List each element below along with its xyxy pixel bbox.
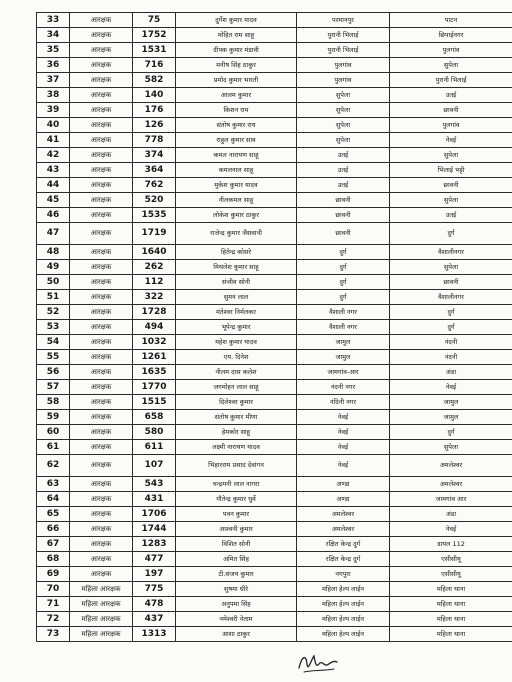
rank-cell: आरक्षक: [70, 380, 133, 395]
employee-name-cell: मंतेश्वर निर्मलकर: [176, 305, 297, 320]
new-posting-cell: पुलगांव: [390, 118, 512, 133]
table-row: [37, 552, 512, 567]
table-row: [37, 320, 512, 335]
new-posting-cell: नेवई: [390, 380, 512, 395]
serial-number-cell: 60: [37, 425, 70, 440]
current-posting-cell: परमानपुर: [297, 13, 390, 28]
current-posting-cell: पुलगांव: [297, 58, 390, 73]
current-posting-cell: महिला हेल्प लाईन: [297, 597, 390, 612]
table-row: [37, 380, 512, 395]
serial-number-cell: 38: [37, 88, 70, 103]
employee-name-cell: हितेन्द्र कोसरे: [176, 245, 297, 260]
employee-name-cell: दीपक कुमार मंडावी: [176, 43, 297, 58]
new-posting-cell: पाटन: [390, 13, 512, 28]
current-posting-cell: जामुल: [297, 335, 390, 350]
rank-cell: आरक्षक: [70, 43, 133, 58]
current-posting-cell: वैशाली नगर: [297, 305, 390, 320]
employee-name-cell: मनीष सिंह ठाकुर: [176, 58, 297, 73]
employee-name-cell: भिहारराम प्रसाद देवांगन: [176, 455, 297, 477]
new-posting-cell: वैशालीनगर: [390, 245, 512, 260]
serial-number-cell: 50: [37, 275, 70, 290]
employee-name-cell: दिलेश्वर कुमार: [176, 395, 297, 410]
employee-name-cell: राहुल कुमार साव: [176, 133, 297, 148]
new-posting-cell: डायल 112: [390, 537, 512, 552]
table-row: [37, 440, 512, 455]
badge-number-cell: 140: [133, 88, 176, 103]
current-posting-cell: सुपेला: [297, 133, 390, 148]
rank-cell: महिला आरक्षक: [70, 597, 133, 612]
current-posting-cell: छावनी: [297, 208, 390, 223]
rank-cell: आरक्षक: [70, 133, 133, 148]
new-posting-cell: सुपेला: [390, 193, 512, 208]
table-row: [37, 305, 512, 320]
rank-cell: आरक्षक: [70, 522, 133, 537]
current-posting-cell: दुर्ग: [297, 275, 390, 290]
new-posting-cell: एसीसीयू: [390, 567, 512, 582]
rank-cell: आरक्षक: [70, 305, 133, 320]
new-posting-cell: एसीसीयू: [390, 552, 512, 567]
rank-cell: महिला आरक्षक: [70, 582, 133, 597]
badge-number-cell: 1283: [133, 537, 176, 552]
new-posting-cell: नेवई: [390, 133, 512, 148]
badge-number-cell: 1744: [133, 522, 176, 537]
employee-name-cell: अनुपमा सिंह: [176, 597, 297, 612]
badge-number-cell: 1635: [133, 365, 176, 380]
rank-cell: आरक्षक: [70, 245, 133, 260]
new-posting-cell: जामुल: [390, 410, 512, 425]
employee-name-cell: संतोष कुमार मीणा: [176, 410, 297, 425]
badge-number-cell: 520: [133, 193, 176, 208]
badge-number-cell: 437: [133, 612, 176, 627]
employee-name-cell: मोहित राम साहू: [176, 28, 297, 43]
current-posting-cell: रक्षित केन्द्र दुर्ग: [297, 537, 390, 552]
rank-cell: आरक्षक: [70, 148, 133, 163]
table-row: [37, 567, 512, 582]
serial-number-cell: 71: [37, 597, 70, 612]
rank-cell: आरक्षक: [70, 260, 133, 275]
badge-number-cell: 543: [133, 477, 176, 492]
new-posting-cell: उतई: [390, 88, 512, 103]
rank-cell: आरक्षक: [70, 58, 133, 73]
badge-number-cell: 775: [133, 582, 176, 597]
current-posting-cell: दुर्ग: [297, 245, 390, 260]
employee-name-cell: अमित सिंह: [176, 552, 297, 567]
rank-cell: आरक्षक: [70, 88, 133, 103]
current-posting-cell: नेवई: [297, 455, 390, 477]
badge-number-cell: 262: [133, 260, 176, 275]
rank-cell: आरक्षक: [70, 492, 133, 507]
current-posting-cell: महिला हेल्प लाईन: [297, 582, 390, 597]
table-row: [37, 627, 512, 642]
badge-number-cell: 478: [133, 597, 176, 612]
table-row: [37, 335, 512, 350]
current-posting-cell: रक्षित केन्द्र दुर्ग: [297, 552, 390, 567]
serial-number-cell: 57: [37, 380, 70, 395]
rank-cell: आरक्षक: [70, 552, 133, 567]
serial-number-cell: 72: [37, 612, 70, 627]
badge-number-cell: 658: [133, 410, 176, 425]
table-row: [37, 522, 512, 537]
rank-cell: आरक्षक: [70, 28, 133, 43]
rank-cell: आरक्षक: [70, 507, 133, 522]
rank-cell: आरक्षक: [70, 118, 133, 133]
current-posting-cell: उतई: [297, 148, 390, 163]
rank-cell: आरक्षक: [70, 178, 133, 193]
rank-cell: महिला आरक्षक: [70, 612, 133, 627]
table-row: [37, 350, 512, 365]
employee-name-cell: जगमोहन लाल साहू: [176, 380, 297, 395]
current-posting-cell: अण्डा: [297, 477, 390, 492]
badge-number-cell: 1313: [133, 627, 176, 642]
serial-number-cell: 39: [37, 103, 70, 118]
table-row: [37, 365, 512, 380]
serial-number-cell: 47: [37, 223, 70, 245]
transfer-roster-table: [36, 12, 512, 642]
roster-body: [37, 13, 512, 642]
current-posting-cell: जामुल: [297, 350, 390, 365]
employee-name-cell: मुकेश कुमार यादव: [176, 178, 297, 193]
serial-number-cell: 61: [37, 440, 70, 455]
new-posting-cell: सुपेला: [390, 260, 512, 275]
current-posting-cell: वैशाली नगर: [297, 320, 390, 335]
employee-name-cell: गौतेन्द्र कुमार धुर्वे: [176, 492, 297, 507]
serial-number-cell: 55: [37, 350, 70, 365]
rank-cell: आरक्षक: [70, 320, 133, 335]
signature-mark: [296, 650, 340, 676]
current-posting-cell: पुरानी भिलाई: [297, 28, 390, 43]
serial-number-cell: 33: [37, 13, 70, 28]
table-row: [37, 43, 512, 58]
new-posting-cell: पुरानी भिलाई: [390, 73, 512, 88]
badge-number-cell: 197: [133, 567, 176, 582]
table-row: [37, 582, 512, 597]
rank-cell: आरक्षक: [70, 455, 133, 477]
serial-number-cell: 70: [37, 582, 70, 597]
current-posting-cell: नगपुरा: [297, 567, 390, 582]
new-posting-cell: सुपेला: [390, 148, 512, 163]
new-posting-cell: छिपाईनगर: [390, 28, 512, 43]
table-row: [37, 13, 512, 28]
badge-number-cell: 1261: [133, 350, 176, 365]
serial-number-cell: 41: [37, 133, 70, 148]
new-posting-cell: जामुल: [390, 395, 512, 410]
table-row: [37, 492, 512, 507]
current-posting-cell: महिला हेल्प लाईन: [297, 627, 390, 642]
new-posting-cell: महिला थाना: [390, 612, 512, 627]
employee-name-cell: टी.संजय कुमार: [176, 567, 297, 582]
serial-number-cell: 48: [37, 245, 70, 260]
serial-number-cell: 36: [37, 58, 70, 73]
badge-number-cell: 322: [133, 290, 176, 305]
employee-name-cell: चन्द्रमनी लाल नागरा: [176, 477, 297, 492]
rank-cell: आरक्षक: [70, 163, 133, 178]
serial-number-cell: 40: [37, 118, 70, 133]
rank-cell: आरक्षक: [70, 103, 133, 118]
table-row: [37, 58, 512, 73]
current-posting-cell: नेवई: [297, 410, 390, 425]
serial-number-cell: 45: [37, 193, 70, 208]
badge-number-cell: 107: [133, 455, 176, 477]
new-posting-cell: छावनी: [390, 275, 512, 290]
table-row: [37, 208, 512, 223]
serial-number-cell: 73: [37, 627, 70, 642]
rank-cell: आरक्षक: [70, 395, 133, 410]
badge-number-cell: 1640: [133, 245, 176, 260]
serial-number-cell: 52: [37, 305, 70, 320]
new-posting-cell: दुर्ग: [390, 320, 512, 335]
employee-name-cell: आलम कुमार: [176, 88, 297, 103]
rank-cell: आरक्षक: [70, 425, 133, 440]
rank-cell: आरक्षक: [70, 223, 133, 245]
current-posting-cell: छावनी: [297, 223, 390, 245]
employee-name-cell: नमेश्वरी नेताम: [176, 612, 297, 627]
badge-number-cell: 364: [133, 163, 176, 178]
badge-number-cell: 477: [133, 552, 176, 567]
current-posting-cell: जामगांव-आर: [297, 365, 390, 380]
new-posting-cell: वैशालीनगर: [390, 290, 512, 305]
rank-cell: आरक्षक: [70, 208, 133, 223]
rank-cell: आरक्षक: [70, 13, 133, 28]
badge-number-cell: 778: [133, 133, 176, 148]
serial-number-cell: 64: [37, 492, 70, 507]
badge-number-cell: 494: [133, 320, 176, 335]
badge-number-cell: 431: [133, 492, 176, 507]
table-row: [37, 260, 512, 275]
employee-name-cell: प्रमोद कुमार भारती: [176, 73, 297, 88]
new-posting-cell: दुर्ग: [390, 305, 512, 320]
serial-number-cell: 56: [37, 365, 70, 380]
new-posting-cell: दुर्ग: [390, 223, 512, 245]
table-row: [37, 148, 512, 163]
table-row: [37, 290, 512, 305]
employee-name-cell: आशा ठाकुर: [176, 627, 297, 642]
rank-cell: आरक्षक: [70, 410, 133, 425]
table-row: [37, 245, 512, 260]
serial-number-cell: 62: [37, 455, 70, 477]
serial-number-cell: 54: [37, 335, 70, 350]
new-posting-cell: अमलेश्वर: [390, 455, 512, 477]
serial-number-cell: 51: [37, 290, 70, 305]
employee-name-cell: एम. दिनेश: [176, 350, 297, 365]
new-posting-cell: महिला थाना: [390, 597, 512, 612]
table-row: [37, 425, 512, 440]
rank-cell: आरक्षक: [70, 335, 133, 350]
current-posting-cell: दुर्ग: [297, 260, 390, 275]
table-row: [37, 612, 512, 627]
current-posting-cell: अमलेश्वर: [297, 507, 390, 522]
table-row: [37, 477, 512, 492]
employee-name-cell: सुमन लाल: [176, 290, 297, 305]
serial-number-cell: 69: [37, 567, 70, 582]
rank-cell: महिला आरक्षक: [70, 627, 133, 642]
new-posting-cell: अमलेश्वर: [390, 477, 512, 492]
employee-name-cell: संतोष कुमार राय: [176, 118, 297, 133]
serial-number-cell: 34: [37, 28, 70, 43]
new-posting-cell: जामगांव आर: [390, 492, 512, 507]
serial-number-cell: 46: [37, 208, 70, 223]
current-posting-cell: नेवई: [297, 440, 390, 455]
badge-number-cell: 75: [133, 13, 176, 28]
current-posting-cell: सुपेला: [297, 88, 390, 103]
table-row: [37, 275, 512, 290]
serial-number-cell: 58: [37, 395, 70, 410]
table-row: [37, 28, 512, 43]
serial-number-cell: 35: [37, 43, 70, 58]
rank-cell: आरक्षक: [70, 365, 133, 380]
badge-number-cell: 611: [133, 440, 176, 455]
table-row: [37, 73, 512, 88]
new-posting-cell: नंदनी: [390, 350, 512, 365]
current-posting-cell: उतई: [297, 178, 390, 193]
employee-name-cell: हेमकोर साहू: [176, 425, 297, 440]
rank-cell: आरक्षक: [70, 537, 133, 552]
new-posting-cell: छावनी: [390, 103, 512, 118]
rank-cell: आरक्षक: [70, 477, 133, 492]
table-row: [37, 193, 512, 208]
current-posting-cell: दुर्ग: [297, 290, 390, 305]
serial-number-cell: 59: [37, 410, 70, 425]
employee-name-cell: दुर्गेश कुमार यादव: [176, 13, 297, 28]
current-posting-cell: सुपेला: [297, 103, 390, 118]
current-posting-cell: सुपेला: [297, 118, 390, 133]
current-posting-cell: महिला हेल्प लाईन: [297, 612, 390, 627]
current-posting-cell: अण्डा: [297, 492, 390, 507]
table-row: [37, 88, 512, 103]
new-posting-cell: दुर्ग: [390, 425, 512, 440]
badge-number-cell: 176: [133, 103, 176, 118]
badge-number-cell: 1531: [133, 43, 176, 58]
employee-name-cell: मिथलेश कुमार साहू: [176, 260, 297, 275]
current-posting-cell: उतई: [297, 163, 390, 178]
employee-name-cell: लक्ष्मी नारायण यादव: [176, 440, 297, 455]
rank-cell: आरक्षक: [70, 275, 133, 290]
table-row: [37, 597, 512, 612]
new-posting-cell: सुपेला: [390, 58, 512, 73]
employee-name-cell: भूपेन्द्र कुमार: [176, 320, 297, 335]
new-posting-cell: अंडा: [390, 507, 512, 522]
current-posting-cell: अमलेश्वर: [297, 522, 390, 537]
table-row: [37, 410, 512, 425]
table-row: [37, 118, 512, 133]
serial-number-cell: 68: [37, 552, 70, 567]
rank-cell: आरक्षक: [70, 350, 133, 365]
badge-number-cell: 1719: [133, 223, 176, 245]
table-row: [37, 133, 512, 148]
table-row: [37, 395, 512, 410]
employee-name-cell: कमलनाल साहू: [176, 163, 297, 178]
badge-number-cell: 1770: [133, 380, 176, 395]
new-posting-cell: अंडा: [390, 365, 512, 380]
new-posting-cell: उतई: [390, 208, 512, 223]
employee-name-cell: विशित सोनी: [176, 537, 297, 552]
employee-name-cell: आश्वनी कुमार: [176, 522, 297, 537]
serial-number-cell: 66: [37, 522, 70, 537]
new-posting-cell: नेवई: [390, 522, 512, 537]
employee-name-cell: पवन कुमार: [176, 507, 297, 522]
table-row: [37, 103, 512, 118]
employee-name-cell: सुषमा धीरे: [176, 582, 297, 597]
serial-number-cell: 53: [37, 320, 70, 335]
rank-cell: आरक्षक: [70, 193, 133, 208]
current-posting-cell: पुलगांव: [297, 73, 390, 88]
serial-number-cell: 42: [37, 148, 70, 163]
current-posting-cell: पुरानी भिलाई: [297, 43, 390, 58]
table-row: [37, 507, 512, 522]
employee-name-cell: महेश कुमार यादव: [176, 335, 297, 350]
new-posting-cell: नंदनी: [390, 335, 512, 350]
badge-number-cell: 1515: [133, 395, 176, 410]
badge-number-cell: 762: [133, 178, 176, 193]
employee-name-cell: नीलम दास कलेश: [176, 365, 297, 380]
serial-number-cell: 67: [37, 537, 70, 552]
serial-number-cell: 37: [37, 73, 70, 88]
current-posting-cell: नंदनी नगर: [297, 380, 390, 395]
table-row: [37, 223, 512, 245]
badge-number-cell: 1032: [133, 335, 176, 350]
rank-cell: आरक्षक: [70, 73, 133, 88]
table-row: [37, 163, 512, 178]
employee-name-cell: लोकेश कुमार ठाकुर: [176, 208, 297, 223]
badge-number-cell: 126: [133, 118, 176, 133]
badge-number-cell: 1535: [133, 208, 176, 223]
employee-name-cell: संजीव सोनी: [176, 275, 297, 290]
employee-name-cell: राजेन्द्र कुमार जैसवानी: [176, 223, 297, 245]
badge-number-cell: 1752: [133, 28, 176, 43]
rank-cell: आरक्षक: [70, 290, 133, 305]
table-row: [37, 455, 512, 477]
serial-number-cell: 49: [37, 260, 70, 275]
table-row: [37, 178, 512, 193]
employee-name-cell: कमल नारायण साहू: [176, 148, 297, 163]
current-posting-cell: नंदिनी नगर: [297, 395, 390, 410]
badge-number-cell: 582: [133, 73, 176, 88]
employee-name-cell: नीलकमल साहू: [176, 193, 297, 208]
serial-number-cell: 44: [37, 178, 70, 193]
new-posting-cell: छावनी: [390, 178, 512, 193]
new-posting-cell: सुपेला: [390, 440, 512, 455]
current-posting-cell: नेवई: [297, 425, 390, 440]
current-posting-cell: छावनी: [297, 193, 390, 208]
badge-number-cell: 716: [133, 58, 176, 73]
badge-number-cell: 580: [133, 425, 176, 440]
serial-number-cell: 65: [37, 507, 70, 522]
badge-number-cell: 1706: [133, 507, 176, 522]
rank-cell: आरक्षक: [70, 440, 133, 455]
serial-number-cell: 43: [37, 163, 70, 178]
employee-name-cell: किशन राम: [176, 103, 297, 118]
new-posting-cell: महिला थाना: [390, 627, 512, 642]
badge-number-cell: 112: [133, 275, 176, 290]
new-posting-cell: पुलगांव: [390, 43, 512, 58]
table-row: [37, 537, 512, 552]
new-posting-cell: महिला थाना: [390, 582, 512, 597]
rank-cell: आरक्षक: [70, 567, 133, 582]
new-posting-cell: भिलाई भट्टी: [390, 163, 512, 178]
serial-number-cell: 63: [37, 477, 70, 492]
badge-number-cell: 1728: [133, 305, 176, 320]
badge-number-cell: 374: [133, 148, 176, 163]
